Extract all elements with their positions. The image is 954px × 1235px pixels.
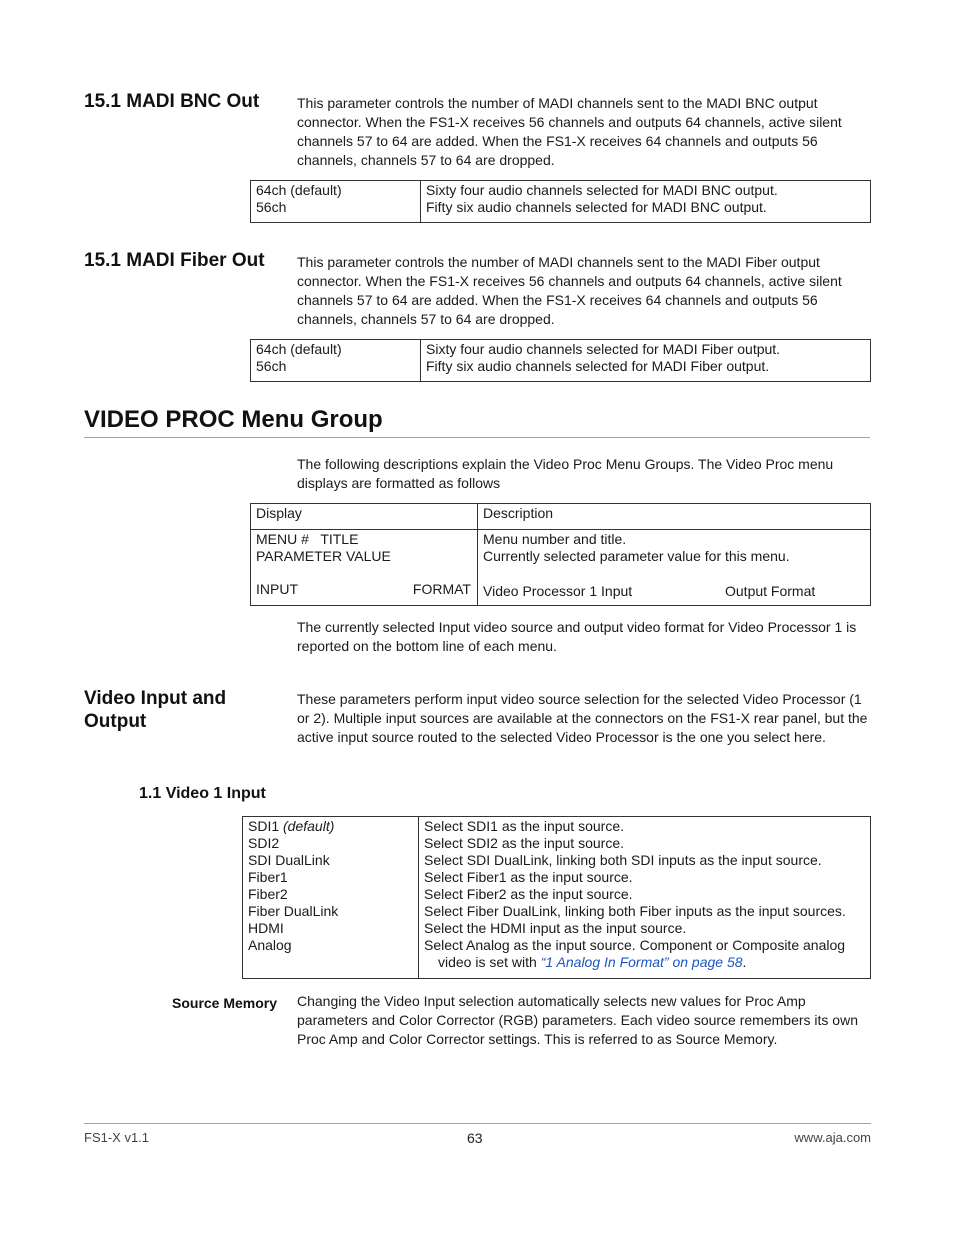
table-header-description: Description: [478, 504, 871, 530]
description-cell: Sixty four audio channels selected for MADI BNC output.: [426, 182, 778, 198]
madi-fiber-description: This parameter controls the number of MADI channels sent to the MADI Fiber output connector. When the FS1-X receives 56 channels and outputs 64 channels, active silent channels 57 to 64 are added. When the FS1-X receives 64 channels and outputs 56 channels, channels 57 to 64 are dropped.: [297, 254, 842, 327]
parameter-value-display: PARAMETER VALUE: [256, 548, 391, 564]
footer-website[interactable]: www.aja.com: [794, 1130, 871, 1145]
madi-bnc-heading: 15.1 MADI BNC Out: [84, 91, 260, 112]
option-cell: 56ch: [256, 199, 287, 215]
input-display: INPUT: [256, 581, 298, 597]
description-cell: Select Analog as the input source. Component or Composite analog: [424, 937, 846, 953]
option-cell: Fiber1: [248, 869, 288, 885]
input-description: Video Processor 1 Input: [483, 583, 633, 599]
analog-cont-prefix: video is set with: [438, 954, 541, 970]
description-cell: Fifty six audio channels selected for MADI BNC output.: [426, 199, 767, 215]
option-cell: 64ch (default): [256, 341, 342, 357]
description-cell: Sixty four audio channels selected for MADI Fiber output.: [426, 341, 781, 357]
source-memory-description: Changing the Video Input selection automatically selects new values for Proc Amp parameters and Color Corrector (RGB) parameters. Each video source remembers its own Proc Amp and Color Corrector settings. This is referred to as Source Memory.: [297, 993, 858, 1047]
description-cell: Fifty six audio channels selected for MADI Fiber output.: [426, 358, 770, 374]
madi-bnc-table: [250, 180, 871, 223]
madi-bnc-description: This parameter controls the number of MADI channels sent to the MADI BNC output connector. When the FS1-X receives 56 channels and outputs 64 channels, active silent channels 57 to 64 are added. When the FS1-X receives 64 channels and outputs 56 channels, channels 57 to 64 are dropped.: [297, 95, 842, 168]
analog-continuation: [424, 954, 865, 971]
option-cell: Fiber2: [248, 886, 288, 902]
video1-input-heading: 1.1 Video 1 Input: [139, 785, 266, 802]
description-cell: Select Fiber2 as the input source.: [424, 886, 633, 902]
analog-cont-suffix: .: [742, 954, 747, 970]
option-cell: 56ch: [256, 358, 287, 374]
source-memory-heading: Source Memory: [172, 995, 278, 1011]
option-cell: Analog: [248, 937, 292, 953]
video-io-description: These parameters perform input video source selection for the selected Video Processor (1 or 2). Multiple input sources are available at the connectors on the FS1-X rear panel, but the active input source routed to the selected Video Processor is the one you select here.: [297, 691, 868, 745]
heading-line: Output: [84, 711, 147, 732]
format-description: Output Format: [725, 583, 816, 599]
madi-fiber-table: [250, 339, 871, 382]
option-cell: SDI DualLink: [248, 852, 330, 868]
menu-format-table: [250, 503, 871, 606]
footer-page-number: 63: [467, 1130, 483, 1146]
video-proc-heading: VIDEO PROC Menu Group: [84, 406, 383, 433]
format-display: FORMAT: [412, 581, 471, 597]
madi-fiber-heading: 15.1 MADI Fiber Out: [84, 250, 265, 271]
table-header-display: Display: [251, 504, 478, 530]
footer-rule: [84, 1123, 871, 1124]
description-cell: Select the HDMI input as the input source.: [424, 920, 687, 936]
parameter-value-description: Currently selected parameter value for this menu.: [483, 548, 790, 564]
section-rule: [84, 437, 870, 438]
menu-title-display: MENU # TITLE: [256, 531, 359, 547]
option-cell: Fiber DualLink: [248, 903, 339, 919]
option-sdi1: SDI1: [248, 818, 280, 834]
description-cell: Select Fiber1 as the input source.: [424, 869, 633, 885]
video1-input-table: [242, 816, 871, 979]
menu-title-description: Menu number and title.: [483, 531, 627, 547]
option-cell: 64ch (default): [256, 182, 342, 198]
option-cell: [248, 818, 413, 835]
video-proc-intro: The following descriptions explain the Video Proc Menu Groups. The Video Proc menu displays are formatted as follows: [297, 456, 834, 491]
footer-doc-version: FS1-X v1.1: [84, 1130, 150, 1145]
description-cell: Select SDI2 as the input source.: [424, 835, 624, 851]
description-cell: Select SDI1 as the input source.: [424, 818, 624, 834]
heading-line: Video Input and: [84, 688, 227, 709]
option-cell: SDI2: [248, 835, 280, 851]
option-cell: HDMI: [248, 920, 284, 936]
description-cell: Select Fiber DualLink, linking both Fiber inputs as the input sources.: [424, 903, 846, 919]
video-proc-note: The currently selected Input video source and output video format for Video Processor 1 is reported on the bottom line of each menu.: [297, 619, 857, 654]
analog-in-format-link[interactable]: “1 Analog In Format” on page 58: [540, 954, 743, 970]
video-io-heading: [84, 687, 226, 733]
default-tag: (default): [283, 818, 335, 834]
description-cell: Select SDI DualLink, linking both SDI inputs as the input source.: [424, 852, 822, 868]
